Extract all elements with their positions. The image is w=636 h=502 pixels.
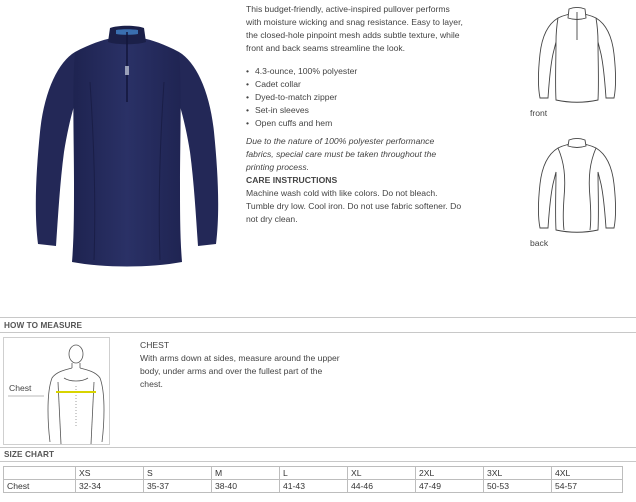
feature-item: • 4.3-ounce, 100% polyester bbox=[246, 65, 464, 78]
feature-item: • Open cuffs and hem bbox=[246, 117, 464, 130]
size-header: XL bbox=[348, 467, 416, 480]
size-header: 3XL bbox=[484, 467, 552, 480]
size-chart-table bbox=[3, 466, 623, 493]
section-divider bbox=[0, 332, 636, 333]
table-cell: 41-43 bbox=[280, 480, 348, 493]
care-text: Machine wash cold with like colors. Do not bleach. Tumble dry low. Cool iron. Do not use fabric softener. Do not dry clean. bbox=[246, 188, 462, 224]
chest-title: CHEST bbox=[140, 340, 170, 350]
section-divider bbox=[0, 447, 636, 448]
size-chart-heading: SIZE CHART bbox=[4, 450, 55, 459]
size-header: 4XL bbox=[552, 467, 623, 480]
size-header: M bbox=[212, 467, 280, 480]
table-row bbox=[4, 480, 623, 493]
feature-item: • Cadet collar bbox=[246, 78, 464, 91]
row-label: Chest bbox=[4, 480, 76, 493]
table-cell: 38-40 bbox=[212, 480, 280, 493]
back-sketch bbox=[536, 136, 618, 234]
table-cell: 44-46 bbox=[348, 480, 416, 493]
table-cell: 54-57 bbox=[552, 480, 623, 493]
measure-figure bbox=[3, 337, 110, 445]
care-heading: CARE INSTRUCTIONS bbox=[246, 175, 338, 185]
description-intro: This budget-friendly, active-inspired pullover performs with moisture wicking and snag resistance. Easy to layer, the closed-hole pinpoint mesh adds subtle texture, while front and back seams streamline the look. bbox=[246, 4, 463, 53]
size-header: 2XL bbox=[416, 467, 484, 480]
table-cell: 50-53 bbox=[484, 480, 552, 493]
print-note: Due to the nature of 100% polyester performance fabrics, special care must be taken throughout the printing process. bbox=[246, 136, 437, 172]
product-photo bbox=[30, 22, 224, 272]
table-corner-cell bbox=[4, 467, 76, 480]
how-to-measure-heading: HOW TO MEASURE bbox=[4, 321, 83, 330]
product-description bbox=[246, 3, 464, 226]
section-divider bbox=[0, 461, 636, 462]
chest-text: With arms down at sides, measure around the upper body, under arms and over the fullest part of the chest. bbox=[140, 353, 340, 389]
back-label: back bbox=[530, 238, 549, 248]
table-cell: 35-37 bbox=[144, 480, 212, 493]
table-cell: 32-34 bbox=[76, 480, 144, 493]
feature-item: • Set-in sleeves bbox=[246, 104, 464, 117]
feature-list bbox=[246, 65, 464, 130]
size-header: XS bbox=[76, 467, 144, 480]
front-sketch bbox=[536, 6, 618, 104]
feature-item: • Dyed-to-match zipper bbox=[246, 91, 464, 104]
size-header: L bbox=[280, 467, 348, 480]
table-header-row bbox=[4, 467, 623, 480]
table-cell: 47-49 bbox=[416, 480, 484, 493]
section-divider bbox=[0, 317, 636, 318]
front-label: front bbox=[530, 108, 548, 118]
figure-chest-label: Chest bbox=[9, 383, 32, 393]
size-header: S bbox=[144, 467, 212, 480]
chest-instructions bbox=[140, 339, 345, 391]
